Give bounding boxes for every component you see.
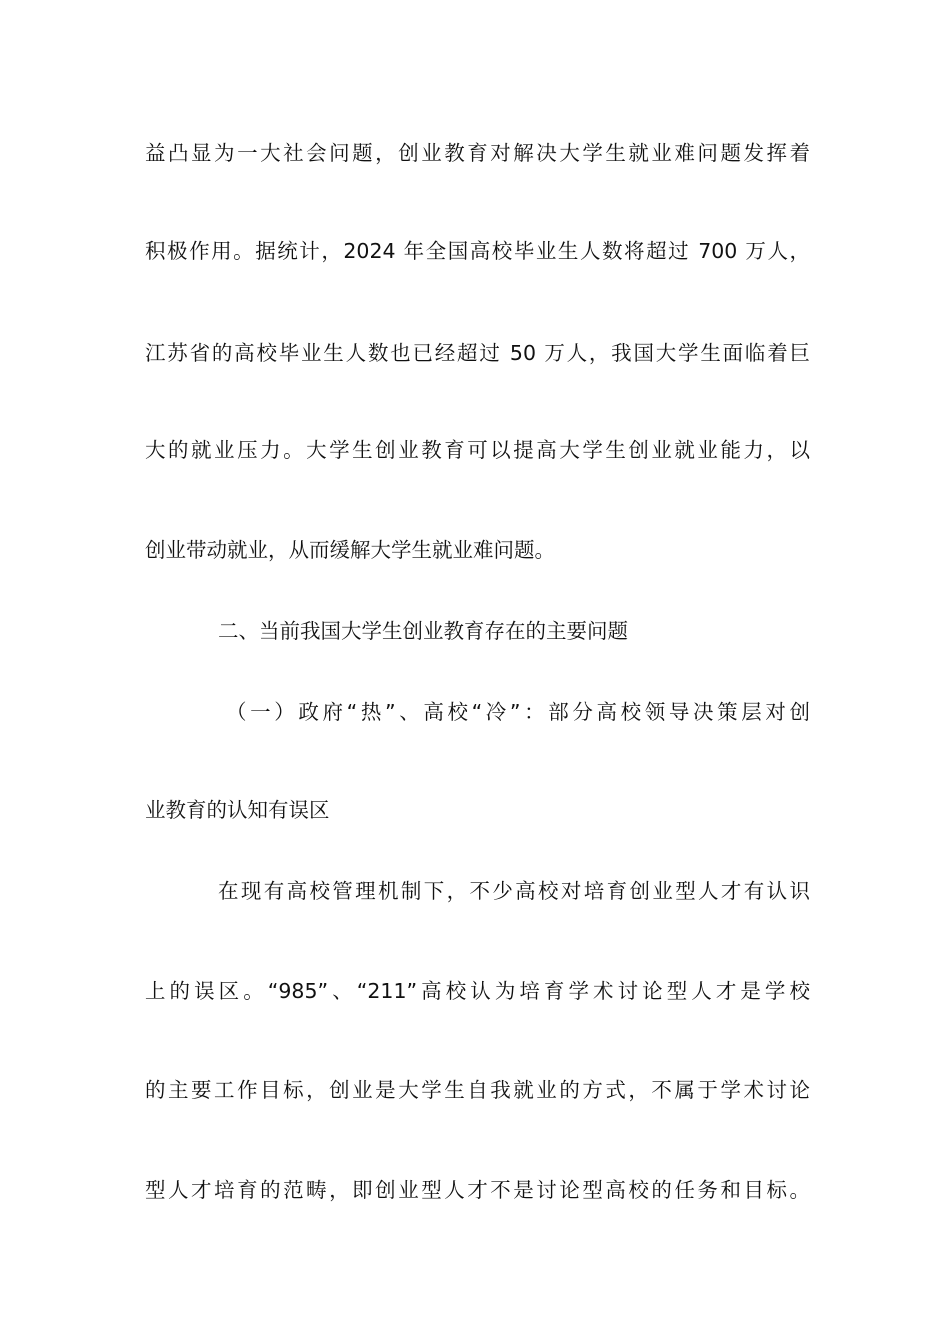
paragraph-line: 积极作用。据统计，2024 年全国高校毕业生人数将超过 700 万人， <box>145 239 810 263</box>
paragraph-line: 江苏省的高校毕业生人数也已经超过 50 万人，我国大学生面临着巨 <box>145 341 810 365</box>
paragraph-line: 型人才培育的范畴，即创业型人才不是讨论型高校的任务和目标。 <box>145 1178 810 1202</box>
paragraph-line: 的主要工作目标，创业是大学生自我就业的方式，不属于学术讨论 <box>145 1078 810 1102</box>
paragraph-line: 益凸显为一大社会问题，创业教育对解决大学生就业难问题发挥着 <box>145 141 810 165</box>
paragraph-line: 在现有高校管理机制下，不少高校对培育创业型人才有认识 <box>218 879 810 903</box>
section-heading: 二、当前我国大学生创业教育存在的主要问题 <box>218 619 628 643</box>
paragraph-line: 大的就业压力。大学生创业教育可以提高大学生创业就业能力，以 <box>145 438 810 462</box>
subsection-heading: （一）政府“热”、高校“冷”：部分高校领导决策层对创 <box>226 700 810 724</box>
paragraph-line: 上的误区。“985”、“211”高校认为培育学术讨论型人才是学校 <box>145 979 810 1003</box>
subsection-heading-continued: 业教育的认知有误区 <box>145 798 330 822</box>
paragraph-line: 创业带动就业，从而缓解大学生就业难问题。 <box>145 538 555 562</box>
